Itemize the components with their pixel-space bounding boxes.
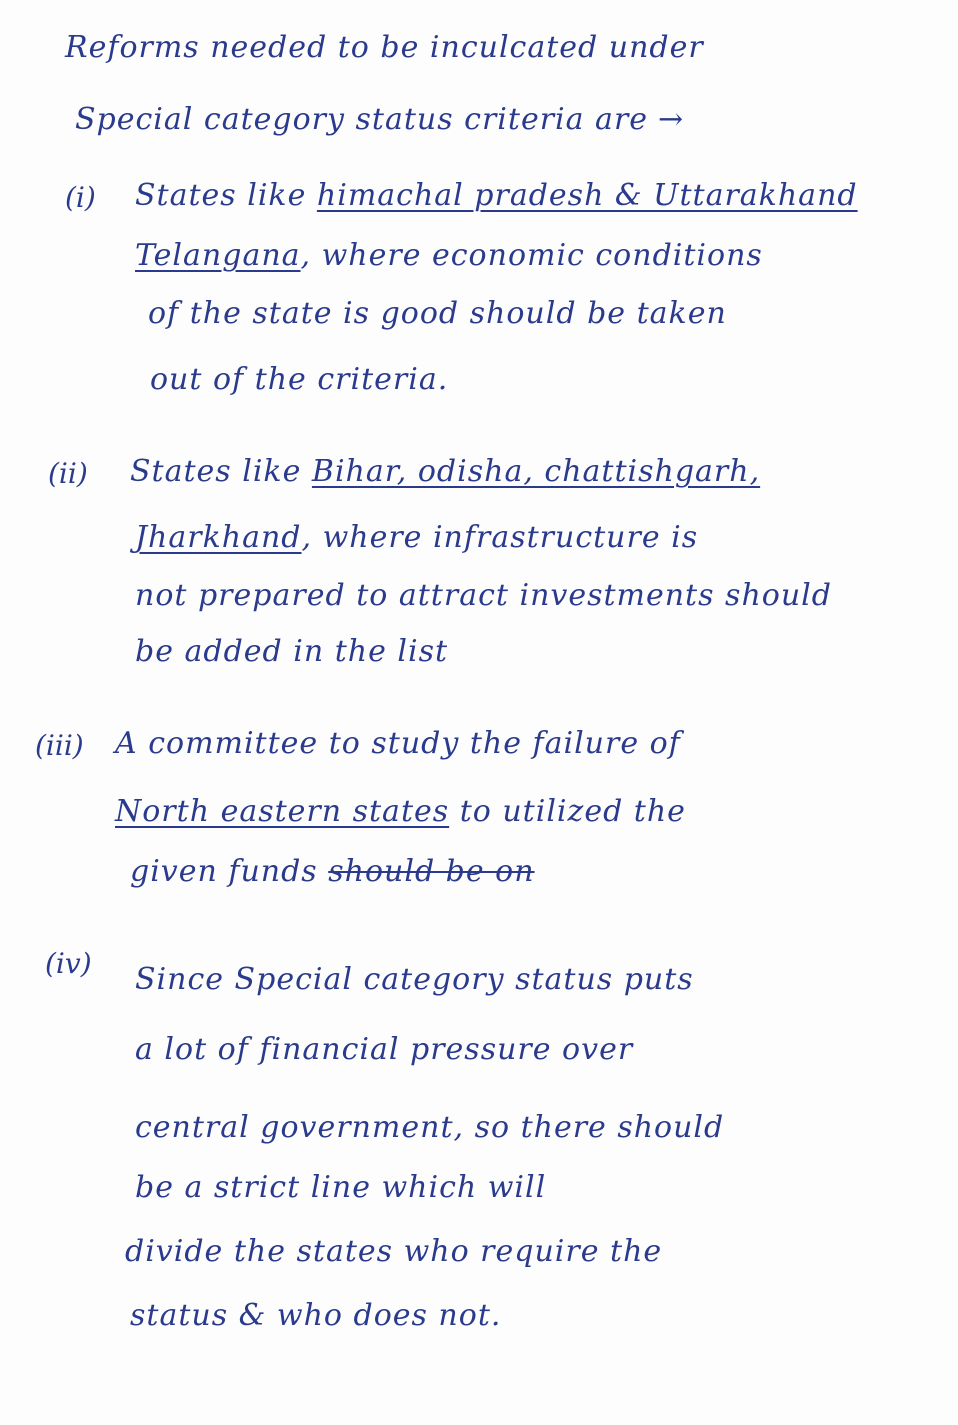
point-4-line-5: divide the states who require the	[125, 1234, 663, 1269]
intro-line-1	[65, 28, 704, 68]
point-4-line-6: status & who does not.	[130, 1298, 502, 1333]
struck-out-text: should be on	[328, 854, 535, 889]
point-2-number: (ii)	[48, 457, 88, 490]
point-3-line-1: A committee to study the failure of	[115, 726, 681, 761]
point-2-line-2: Jharkhand, where infrastructure is	[135, 520, 699, 555]
point-3-line-2: North eastern states to utilized the	[115, 794, 686, 829]
point-1-line-3: of the state is good should be taken	[148, 296, 727, 331]
point-3-number: (iii)	[35, 729, 84, 762]
point-1-line-4: out of the criteria.	[150, 362, 449, 397]
point-1-line-2: Telangana, where economic conditions	[135, 238, 763, 273]
arrow-right-icon: →	[658, 102, 685, 137]
point-4-line-3: central government, so there should	[135, 1110, 725, 1145]
point-2-line-1: States like Bihar, odisha, chattishgarh,	[130, 454, 761, 489]
point-4-number: (iv)	[45, 947, 92, 980]
intro-line-2	[75, 100, 684, 140]
point-2-line-3: not prepared to attract investments should	[135, 578, 832, 613]
underlined-north-eastern-states: North eastern states	[115, 794, 450, 829]
point-4-line-1: Since Special category status puts	[135, 962, 694, 997]
underlined-states-1: himachal pradesh & Uttarakhand	[316, 178, 858, 213]
point-1-line-1: States like himachal pradesh & Uttarakhand	[135, 178, 858, 213]
point-2-line-4: be added in the list	[135, 634, 449, 669]
underlined-state-telangana: Telangana	[135, 238, 301, 273]
underlined-states-2: Bihar, odisha, chattishgarh,	[311, 454, 761, 489]
underlined-state-jharkhand: Jharkhand	[135, 520, 302, 555]
intro-text-2: Special category status criteria are	[75, 102, 649, 137]
point-3-line-3: given funds should be on	[130, 854, 535, 889]
point-4-line-2: a lot of financial pressure over	[135, 1032, 634, 1067]
intro-text-1: Reforms needed to be inculcated under	[65, 30, 704, 65]
point-4-line-4: be a strict line which will	[135, 1170, 547, 1205]
point-1-number: (i)	[65, 181, 96, 214]
